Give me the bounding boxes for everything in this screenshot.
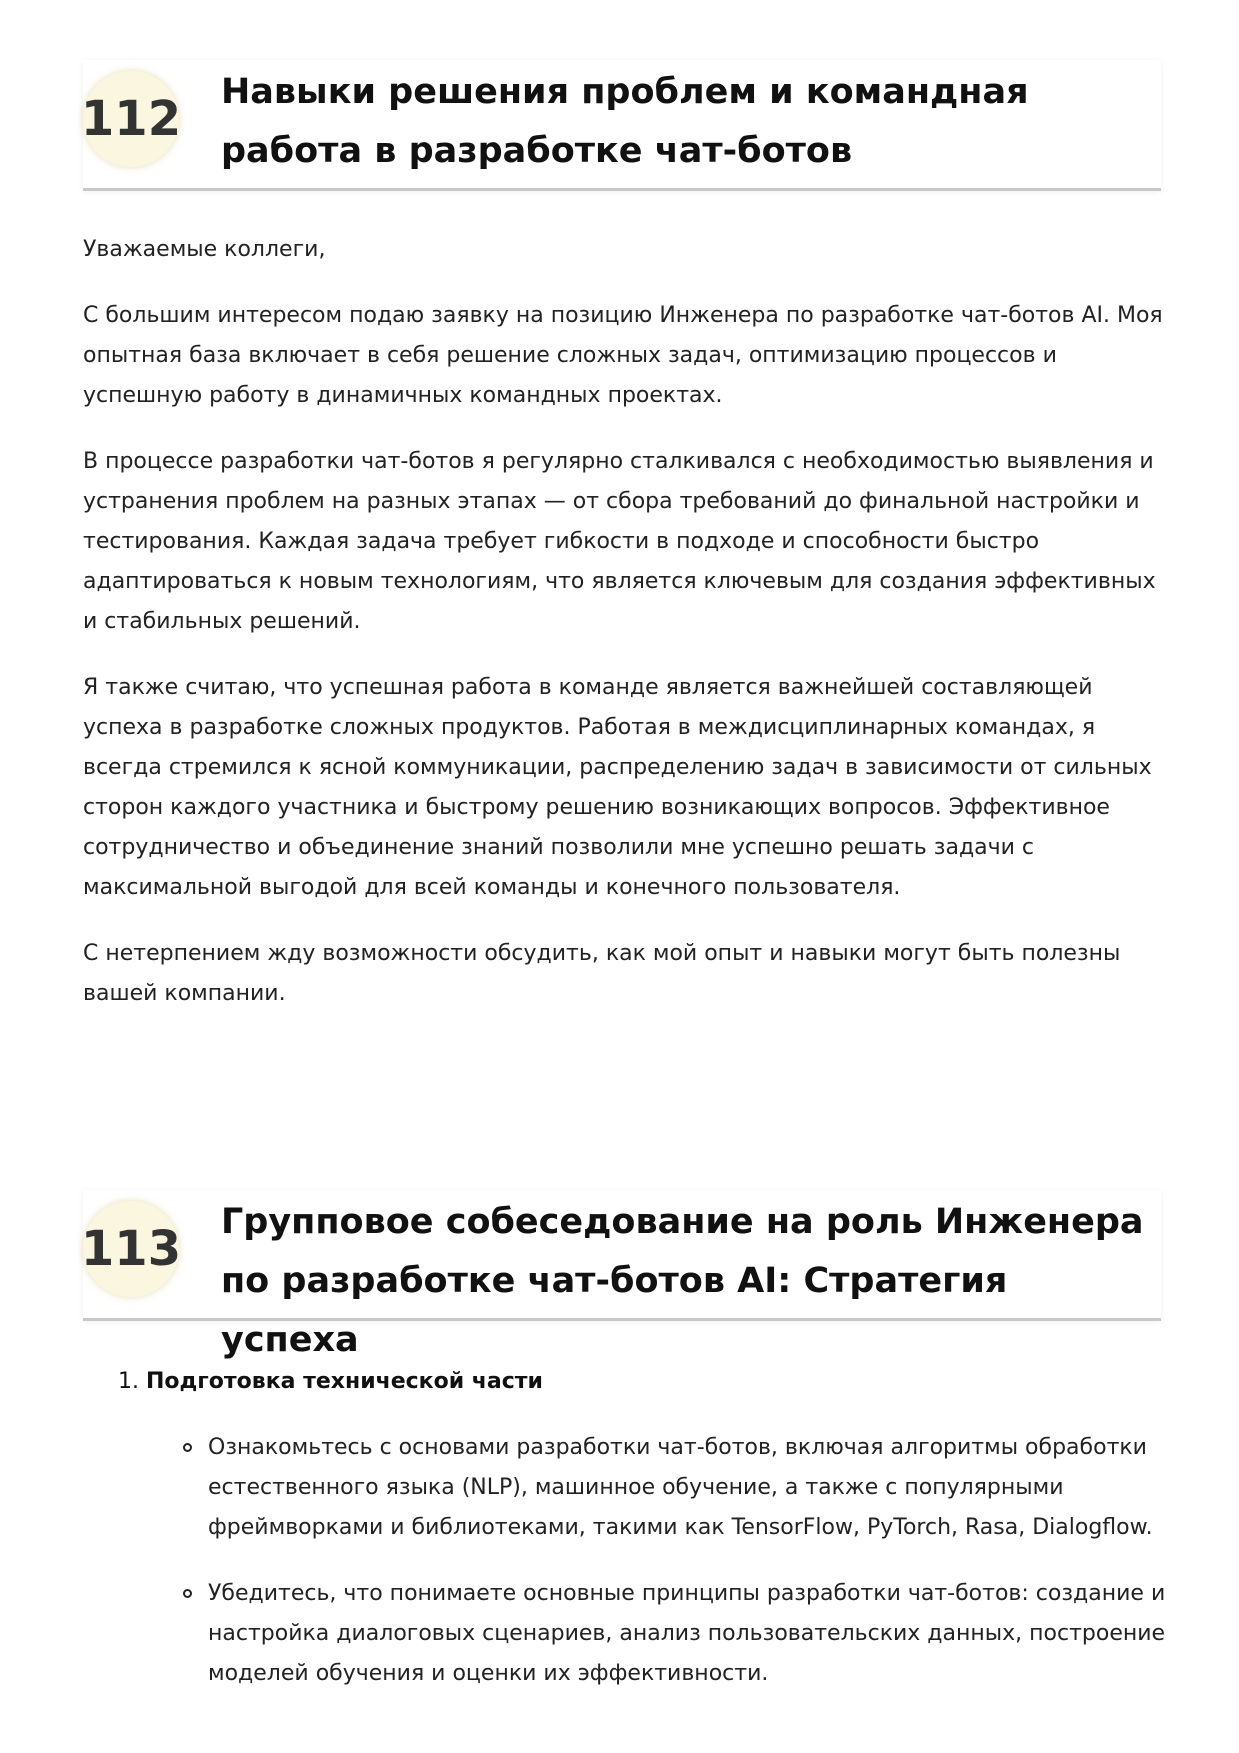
section-title: Навыки решения проблем и командная работа в разработке чат-ботов: [221, 72, 1029, 171]
bullet-list: [208, 1428, 1168, 1720]
paragraph: С нетерпением жду возможности обсудить, как мой опыт и навыки могут быть полезны вашей компании.: [83, 941, 1121, 1006]
list-heading: Подготовка технической части: [146, 1369, 543, 1394]
letter-body: [83, 230, 1168, 1040]
list-item: [208, 1428, 1168, 1548]
section-title: Групповое собеседование на роль Инженера по разработке чат-ботов AI: Стратегия успеха: [221, 1202, 1144, 1360]
list-item-text: Убедитесь, что понимаете основные принципы разработки чат-ботов: создание и настройка диалоговых сценариев, анализ пользовательских данных, построение моделей обучения и оценки их эффективности.: [208, 1581, 1166, 1686]
section-number-badge: 112: [83, 71, 179, 167]
numbered-list-item: [118, 1362, 543, 1402]
paragraph: В процессе разработки чат-ботов я регулярно сталкивался с необходимостью выявления и устранения проблем на разных этапах — от сбора требований до финальной настройки и тестирования. Каждая задача требует гибкости в подходе и способности быстро адаптироваться к новым технологиям, что является ключевым для создания эффективных и стабильных решений.: [83, 449, 1156, 634]
list-marker: 1.: [118, 1369, 139, 1394]
greeting: Уважаемые коллеги,: [83, 237, 326, 262]
paragraph: С большим интересом подаю заявку на позицию Инженера по разработке чат-ботов AI. Моя опытная база включает в себя решение сложных задач, оптимизацию процессов и успешную работу в динамичных командных проектах.: [83, 303, 1163, 408]
paragraph: Я также считаю, что успешная работа в команде является важнейшей составляющей успеха в разработке сложных продуктов. Работая в междисциплинарных командах, я всегда стремился к ясной коммуникации, распределению задач в зависимости от сильных сторон каждого участника и быстрому решению возникающих вопросов. Эффективное сотрудничество и объединение знаний позволили мне успешно решать задачи с максимальной выгодой для всей команды и конечного пользователя.: [83, 675, 1152, 900]
section-number-badge: 113: [83, 1201, 179, 1297]
section-header-113: [80, 1190, 1161, 1360]
list-item-text: Ознакомьтесь с основами разработки чат-ботов, включая алгоритмы обработки естественного языка (NLP), машинное обучение, а также с популярными фреймворками и библиотеками, такими как TensorFlow, PyTorch, Rasa, Dialogflow.: [208, 1435, 1153, 1540]
circle-bullet-icon: [183, 1443, 192, 1452]
circle-bullet-icon: [183, 1589, 192, 1598]
list-item: [208, 1574, 1168, 1694]
section-header-112: [80, 60, 1161, 191]
